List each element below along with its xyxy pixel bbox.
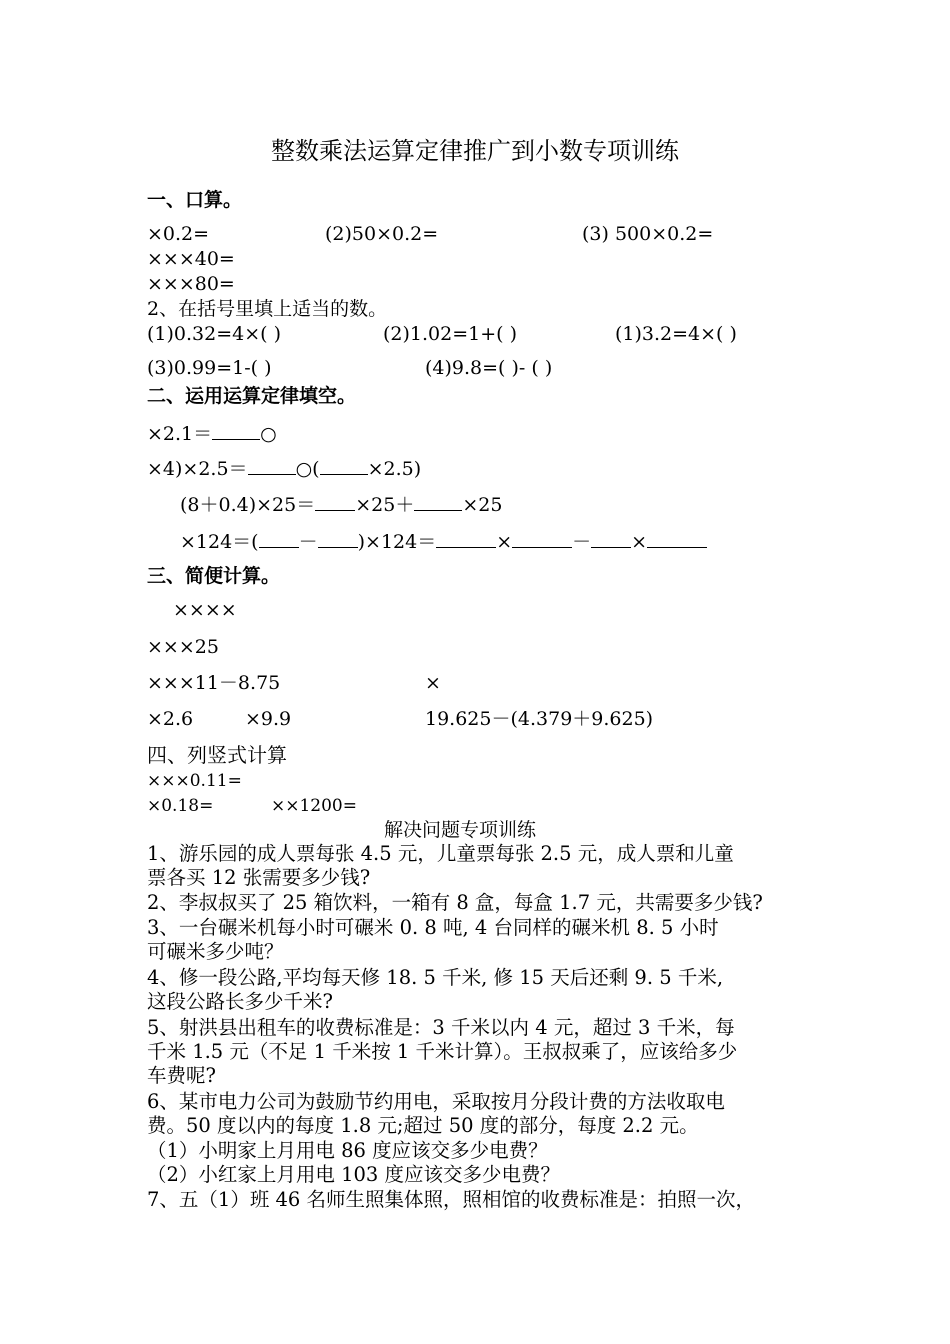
calc-item: ××1200=	[271, 796, 357, 816]
expr-text: ×4)×2.5＝	[147, 458, 248, 480]
law-fill-line-2	[147, 455, 421, 481]
fill-item: (3)0.99=1-( )	[147, 357, 272, 379]
section-2-heading: 二、运用运算定律填空。	[147, 385, 357, 407]
calc-item: ×2.6	[147, 708, 194, 730]
expr-text: ×2.1＝	[147, 423, 213, 445]
answer-blank[interactable]	[315, 491, 355, 511]
expr-text: ×124＝(	[180, 531, 259, 553]
expr-text: ×25＋	[355, 494, 415, 516]
answer-blank[interactable]	[647, 528, 707, 548]
answer-blank[interactable]	[259, 528, 299, 548]
law-fill-line-3	[180, 491, 502, 517]
expr-text: (8＋0.4)×25＝	[180, 494, 316, 516]
fill-item: (1)0.32=4×( )	[147, 323, 282, 345]
expr-text: －	[298, 531, 318, 553]
expr-text: )×124＝	[357, 531, 437, 553]
simple-calc-line-2: ×××25	[147, 636, 219, 658]
answer-blank[interactable]	[414, 491, 462, 511]
calc-item: ×0.18=	[147, 796, 214, 816]
problem-line: （2）小红家上月用电 103 度应该交多少电费？	[147, 1163, 561, 1186]
calc-item: ×××11－8.75	[147, 672, 281, 694]
calc-item: ×	[425, 672, 441, 694]
oral-row-3: ×××80=	[147, 273, 235, 295]
problem-line: 7、五（1）班 46 名师生照集体照，照相馆的收费标准是：拍照一次，	[147, 1188, 756, 1211]
problem-line: 票各买 12 张需要多少钱?	[147, 866, 371, 889]
problem-line: 车费呢?	[147, 1064, 216, 1087]
problem-line: 这段公路长多少千米?	[147, 990, 333, 1013]
problem-line: 4、修一段公路,平均每天修 18. 5 千米, 修 15 天后还剩 9. 5 千米,	[147, 966, 724, 989]
fill-item: (4)9.8=( )- ( )	[425, 357, 553, 379]
fill-bracket-title: 2、在括号里填上适当的数。	[147, 298, 388, 320]
answer-blank[interactable]	[248, 455, 296, 475]
oral-row-2: ×××40=	[147, 248, 235, 270]
problem-line: （1）小明家上月用电 86 度应该交多少电费？	[147, 1139, 548, 1162]
section-4-heading: 四、列竖式计算	[147, 743, 287, 767]
simple-calc-line-1: ××××	[173, 599, 237, 621]
vertical-calc-line-1: ×××0.11=	[147, 771, 242, 791]
problem-line: 1、游乐园的成人票每张 4.5 元，儿童票每张 2.5 元，成人票和儿童	[147, 842, 734, 865]
oral-item: (2)50×0.2=	[325, 223, 439, 245]
page-title: 整数乘法运算定律推广到小数专项训练	[271, 137, 679, 165]
expr-text: ×	[496, 531, 513, 553]
law-fill-line-4	[180, 528, 707, 554]
problem-line: 千米 1.5 元（不足 1 千米按 1 千米计算）。王叔叔乘了，应该给多少	[147, 1040, 738, 1063]
oral-item: ×0.2=	[147, 223, 210, 245]
expr-text: －	[572, 531, 592, 553]
calc-item: 19.625－(4.379＋9.625)	[425, 708, 654, 730]
problem-line: 5、射洪县出租车的收费标准是：3 千米以内 4 元，超过 3 千米，每	[147, 1016, 735, 1039]
circle-blank: ○(	[295, 458, 320, 480]
answer-blank[interactable]	[512, 528, 572, 548]
answer-blank[interactable]	[436, 528, 496, 548]
answer-blank[interactable]	[320, 455, 368, 475]
fill-item: (1)3.2=4×( )	[615, 323, 737, 345]
problem-line: 可碾米多少吨？	[147, 940, 284, 963]
section-1-heading: 一、口算。	[147, 189, 243, 211]
problems-title: 解决问题专项训练	[383, 819, 536, 841]
section-3-heading: 三、简便计算。	[147, 565, 281, 587]
problem-line: 费。50 度以内的每度 1.8 元;超过 50 度的部分，每度 2.2 元。	[147, 1114, 699, 1137]
calc-item: ×9.9	[245, 708, 292, 730]
answer-blank[interactable]	[591, 528, 631, 548]
problem-line: 6、某市电力公司为鼓励节约用电，采取按月分段计费的方法收取电	[147, 1090, 725, 1113]
fill-item: (2)1.02=1+( )	[383, 323, 518, 345]
problem-line: 3、一台碾米机每小时可碾米 0. 8 吨, 4 台同样的碾米机 8. 5 小时	[147, 916, 719, 939]
expr-text: ×25	[462, 494, 503, 516]
oral-item: (3) 500×0.2=	[582, 223, 714, 245]
expr-text: ×	[631, 531, 648, 553]
answer-blank[interactable]	[318, 528, 358, 548]
circle-blank: ○	[260, 423, 277, 445]
expr-text: ×2.5)	[367, 458, 422, 480]
answer-blank[interactable]	[212, 420, 260, 440]
problem-line: 2、李叔叔买了 25 箱饮料，一箱有 8 盒，每盒 1.7 元，共需要多少钱?	[147, 891, 763, 914]
law-fill-line-1	[147, 420, 277, 446]
